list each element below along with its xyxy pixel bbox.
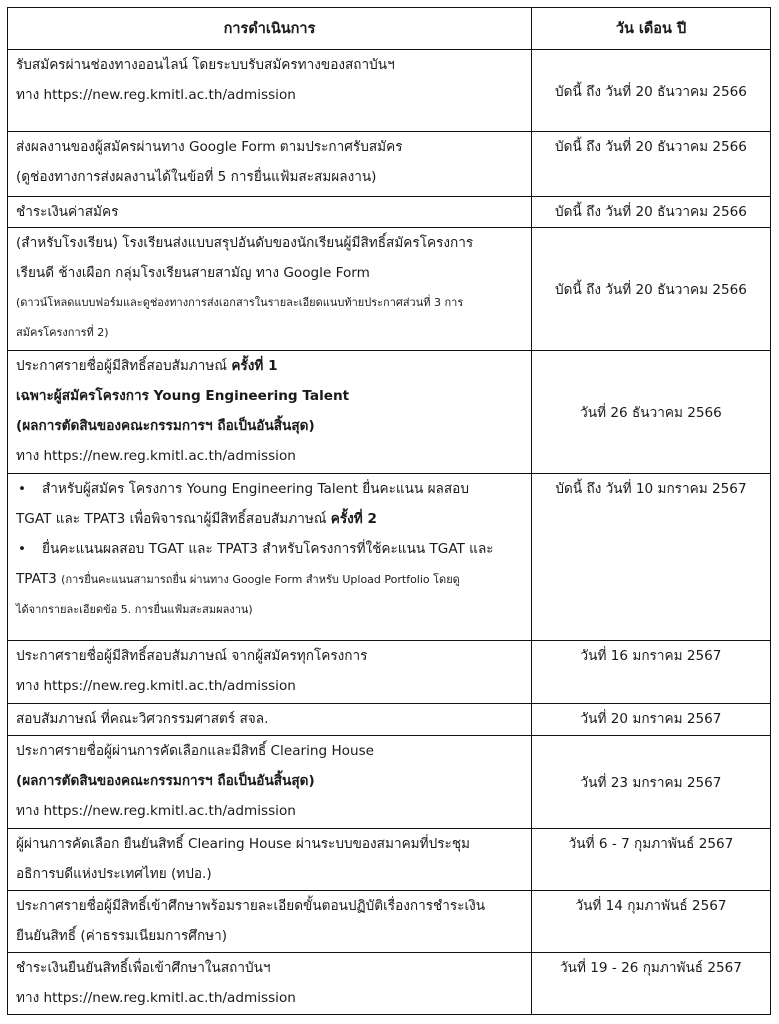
activity-cell	[8, 891, 532, 953]
activity-cell	[8, 736, 532, 829]
header-date: วัน เดือน ปี	[532, 8, 771, 50]
date-text: วันที่ 23 มกราคม 2567	[580, 775, 722, 791]
date-text: บัดนี้ ถึง วันที่ 20 ธันวาคม 2566	[555, 282, 747, 298]
table-row	[8, 891, 771, 953]
bullet-icon: •	[18, 541, 27, 557]
date-text: บัดนี้ ถึง วันที่ 20 ธันวาคม 2566	[555, 139, 747, 155]
header-activity: การดำเนินการ	[8, 8, 532, 50]
round-label: ครั้งที่ 1	[231, 358, 278, 374]
activity-cell	[8, 50, 532, 132]
date-cell	[532, 953, 771, 1015]
activity-text: ส่งผลงานของผู้สมัครผ่านทาง Google Form ตามประกาศรับสมัคร	[16, 139, 403, 155]
activity-text: อธิการบดีแห่งประเทศไทย (ทปอ.)	[16, 866, 212, 882]
activity-cell	[8, 829, 532, 891]
activity-text: ประกาศรายชื่อผู้มีสิทธิ์สอบสัมภาษณ์	[16, 358, 232, 374]
activity-text: รับสมัครผ่านช่องทางออนไลน์ โดยระบบรับสมัครทางของสถาบันฯ	[16, 57, 395, 73]
activity-note: ได้จากรายละเอียดข้อ 5. การยื่นแฟ้มสะสมผลงาน)	[16, 603, 253, 616]
activity-text: สำหรับผู้สมัคร โครงการ Young Engineering Talent ยื่นคะแนน ผลสอบ	[42, 481, 469, 497]
activity-cell	[8, 704, 532, 736]
date-cell	[532, 641, 771, 704]
admission-schedule-table	[7, 7, 771, 1015]
activity-link-text: ทาง https://new.reg.kmitl.ac.th/admission	[16, 803, 296, 819]
date-text: วันที่ 16 มกราคม 2567	[580, 648, 722, 664]
bullet-item	[16, 534, 523, 564]
activity-line	[16, 351, 523, 381]
table-header-row	[8, 8, 771, 50]
activity-line	[16, 564, 523, 595]
table-row	[8, 704, 771, 736]
date-text: วันที่ 26 ธันวาคม 2566	[580, 405, 722, 421]
bullet-item	[16, 474, 523, 504]
table-row	[8, 197, 771, 228]
table-row	[8, 736, 771, 829]
activity-cell	[8, 474, 532, 641]
activity-cell	[8, 351, 532, 474]
activity-note: (ดูช่องทางการส่งผลงานได้ในข้อที่ 5 การยื่นแฟ้มสะสมผลงาน)	[16, 169, 377, 185]
table-row	[8, 351, 771, 474]
date-text: บัดนี้ ถึง วันที่ 10 มกราคม 2567	[555, 481, 747, 497]
activity-link-text: ทาง https://new.reg.kmitl.ac.th/admission	[16, 678, 296, 694]
final-decision-note: (ผลการตัดสินของคณะกรรมการฯ ถือเป็นอันสิ้นสุด)	[16, 773, 315, 789]
table-row	[8, 50, 771, 132]
activity-text: ชำระเงินค่าสมัคร	[16, 204, 119, 220]
date-cell	[532, 829, 771, 891]
activity-link-text: ทาง https://new.reg.kmitl.ac.th/admission	[16, 990, 296, 1006]
activity-text: ประกาศรายชื่อผู้ผ่านการคัดเลือกและมีสิทธิ์ Clearing House	[16, 743, 375, 759]
activity-cell	[8, 953, 532, 1015]
table-row	[8, 132, 771, 197]
table-row	[8, 641, 771, 704]
date-cell	[532, 704, 771, 736]
date-cell	[532, 50, 771, 132]
activity-text: ยื่นคะแนนผลสอบ TGAT และ TPAT3 สำหรับโครงการที่ใช้คะแนน TGAT และ	[42, 541, 494, 557]
activity-text: (สำหรับโรงเรียน) โรงเรียนส่งแบบสรุปอันดับของนักเรียนผู้มีสิทธิ์สมัครโครงการ	[16, 235, 474, 251]
table-row	[8, 228, 771, 351]
activity-note: (การยื่นคะแนนสามารถยื่น ผ่านทาง Google Form สำหรับ Upload Portfolio โดยดู	[61, 573, 460, 586]
date-text: บัดนี้ ถึง วันที่ 20 ธันวาคม 2566	[555, 83, 747, 100]
date-cell	[532, 228, 771, 351]
date-text: วันที่ 20 มกราคม 2567	[580, 711, 722, 727]
activity-cell	[8, 132, 532, 197]
date-text: วันที่ 6 - 7 กุมภาพันธ์ 2567	[568, 836, 734, 852]
activity-text: ประกาศรายชื่อผู้มีสิทธิ์สอบสัมภาษณ์ จากผู้สมัครทุกโครงการ	[16, 648, 368, 664]
activity-cell	[8, 641, 532, 704]
activity-note: (ดาวน์โหลดแบบฟอร์มและดูช่องทางการส่งเอกสารในรายละเอียดแนบท้ายประกาศส่วนที่ 3 การ	[16, 296, 464, 309]
date-cell	[532, 351, 771, 474]
date-text: วันที่ 14 กุมภาพันธ์ 2567	[575, 898, 727, 914]
round-label: ครั้งที่ 2	[330, 511, 377, 527]
date-cell	[532, 197, 771, 228]
activity-text: TGAT และ TPAT3 เพื่อพิจารณาผู้มีสิทธิ์สอบสัมภาษณ์	[16, 511, 331, 527]
date-text: บัดนี้ ถึง วันที่ 20 ธันวาคม 2566	[555, 204, 747, 220]
activity-cell	[8, 228, 532, 351]
date-cell	[532, 891, 771, 953]
table-row	[8, 829, 771, 891]
final-decision-note: (ผลการตัดสินของคณะกรรมการฯ ถือเป็นอันสิ้นสุด)	[16, 418, 315, 434]
date-cell	[532, 736, 771, 829]
activity-cell	[8, 197, 532, 228]
activity-link-text: ทาง https://new.reg.kmitl.ac.th/admission	[16, 448, 296, 464]
activity-text: ผู้ผ่านการคัดเลือก ยืนยันสิทธิ์ Clearing House ผ่านระบบของสมาคมที่ประชุม	[16, 836, 471, 852]
activity-text: ชำระเงินยืนยันสิทธิ์เพื่อเข้าศึกษาในสถาบันฯ	[16, 960, 271, 976]
date-cell	[532, 132, 771, 197]
activity-text: สอบสัมภาษณ์ ที่คณะวิศวกรรมศาสตร์ สจล.	[16, 711, 269, 727]
activity-note: สมัครโครงการที่ 2)	[16, 326, 109, 339]
activity-text: TPAT3	[16, 571, 62, 587]
date-cell	[532, 474, 771, 641]
date-text: วันที่ 19 - 26 กุมภาพันธ์ 2567	[560, 960, 742, 976]
activity-text: ยืนยันสิทธิ์ (ค่าธรรมเนียมการศึกษา)	[16, 928, 228, 944]
bullet-icon: •	[18, 481, 27, 497]
program-label: เฉพาะผู้สมัครโครงการ Young Engineering Talent	[16, 388, 350, 404]
activity-link-text: ทาง https://new.reg.kmitl.ac.th/admission	[16, 87, 296, 103]
table-row	[8, 474, 771, 641]
activity-text: เรียนดี ช้างเผือก กลุ่มโรงเรียนสายสามัญ ทาง Google Form	[16, 265, 370, 281]
table-row	[8, 953, 771, 1015]
activity-line	[16, 504, 523, 534]
activity-text: ประกาศรายชื่อผู้มีสิทธิ์เข้าศึกษาพร้อมรายละเอียดขั้นตอนปฏิบัติเรื่องการชำระเงิน	[16, 898, 486, 914]
